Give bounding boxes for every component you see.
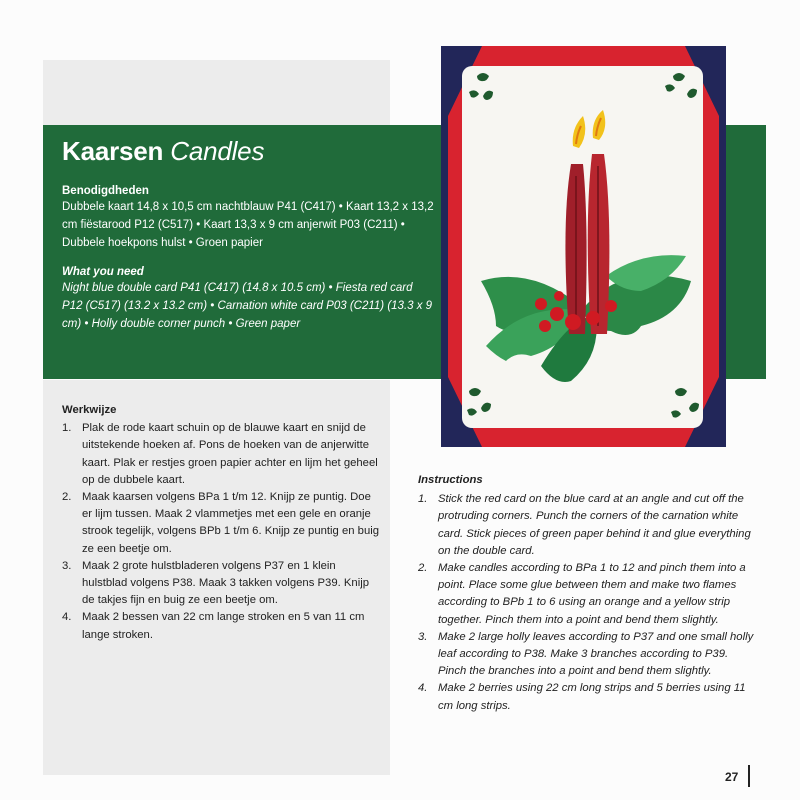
instructions-nl-list (62, 420, 382, 644)
holly-corner-br-icon (671, 388, 699, 418)
materials-nl-text: Dubbele kaart 14,8 x 10,5 cm nachtblauw P41 (C417) • Kaart 13,2 x 13,2 cm fiëstarood P12 (C517) • Kaart 13,3 x 9 cm anjerwit P03 (C211) • Dubbele hoekpons hulst • Groen papier (62, 201, 434, 249)
holly-corner-tl-icon (469, 73, 493, 100)
flames (573, 110, 606, 148)
list-item: 4. Maak 2 bessen van 22 cm lange stroken en 5 van 11 cm lange stroken. (62, 611, 365, 641)
gray-panel-top (43, 60, 390, 126)
materials-nl-heading: Benodigdheden (62, 185, 149, 197)
instructions-dutch (62, 402, 382, 644)
list-item: 1. Stick the red card on the blue card at an angle and cut off the protruding corners. Punch the corners of the carnation white card. Stick pieces of green paper behind it and glue everything on the double card. (418, 493, 751, 557)
list-item: 2. Maak kaarsen volgens BPa 1 t/m 12. Knijp ze puntig. Doe er lijm tussen. Maak 2 vlammetjes met een gele en oranje strook tegelijk, volgens BPb 1 t/m 6. Knijp ze puntig en buig ze een beetje om. (62, 491, 380, 555)
header-text-block (62, 136, 434, 333)
list-item: 3. Maak 2 grote hulstbladeren volgens P37 en 1 klein hulstblad volgens P38. Maak 3 takken volgens P39. Knijp de takjes fijn en buig ze een beetje om. (62, 559, 369, 607)
list-item: 2. Make candles according to BPa 1 to 12 and pinch them into a point. Place some glue between them and make two flames according to BPb 1 to 6 using an orange and a yellow strip together. Pinch them into a point and bend them slightly. (418, 562, 746, 626)
instructions-en-list (418, 491, 758, 715)
instructions-en-heading: Instructions (418, 474, 483, 486)
page-number-bar (748, 765, 750, 787)
instructions-nl-heading: Werkwijze (62, 404, 117, 416)
list-item: 3. Make 2 large holly leaves according to P37 and one small holly leaf according to P38. Make 3 branches according to P39. Pinch the branches into a point and bend them slightly. (418, 630, 754, 678)
holly-corner-tr-icon (665, 73, 697, 98)
materials-en-heading: What you need (62, 266, 144, 278)
page-number: 27 (725, 770, 739, 784)
title-dutch: Kaarsen (62, 136, 164, 166)
page-title (62, 136, 434, 167)
list-item: 4. Make 2 berries using 22 cm long strips and 5 berries using 11 cm long strips. (418, 682, 746, 712)
card-photo (441, 46, 726, 447)
list-item: 1. Plak de rode kaart schuin op de blauwe kaart en snijd de uitstekende hoeken af. Pons de hoeken van de anjerwitte kaart. Plak er restjes groen papier achter en lijm het geheel op de dubbele kaart. (62, 422, 378, 486)
instructions-english (418, 472, 758, 715)
title-english: Candles (170, 136, 265, 166)
candle-quilling-illustration (441, 46, 726, 447)
holly-corner-bl-icon (467, 388, 491, 416)
materials-en-text: Night blue double card P41 (C417) (14.8 x 10.5 cm) • Fiesta red card P12 (C517) (13.2 x 13.2 cm) • Carnation white card P03 (C211) (13.3 x 9 cm) • Holly double corner punch • Green paper (62, 282, 433, 330)
